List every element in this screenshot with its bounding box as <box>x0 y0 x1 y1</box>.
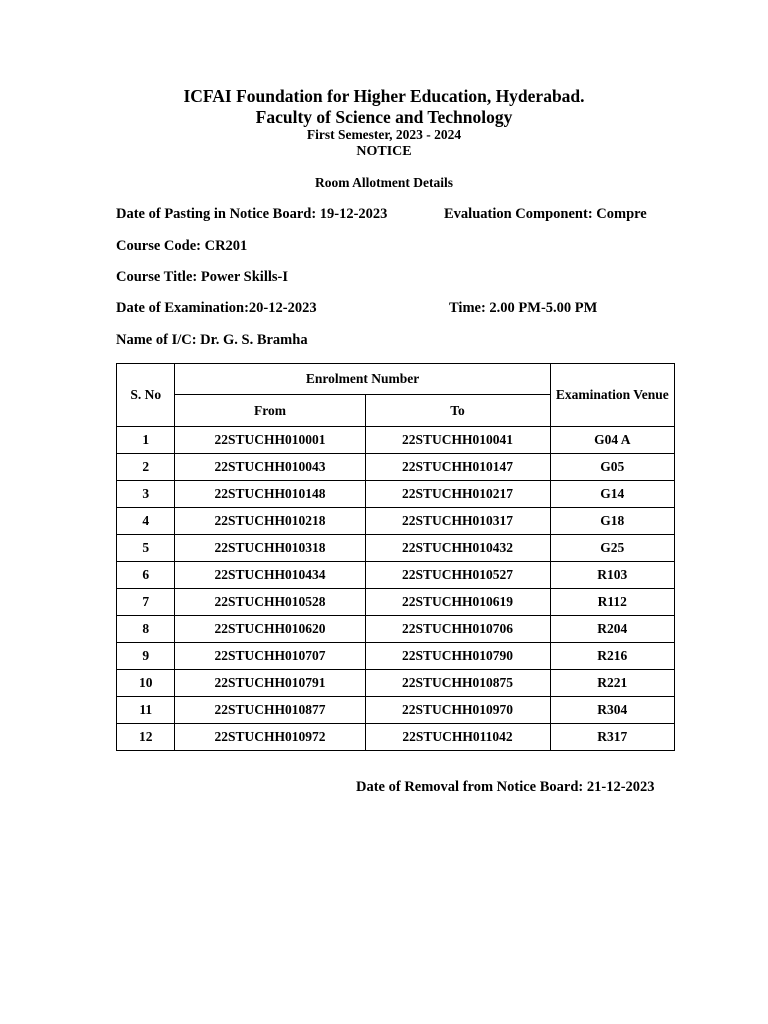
cell-from: 22STUCHH010434 <box>175 562 365 589</box>
table-row <box>117 481 675 508</box>
cell-sno: 7 <box>117 589 175 616</box>
cell-sno: 8 <box>117 616 175 643</box>
removal-date: Date of Removal from Notice Board: 21-12-2023 <box>356 779 655 795</box>
cell-sno: 1 <box>117 427 175 454</box>
cell-venue: G18 <box>550 508 674 535</box>
exam-time: Time: 2.00 PM-5.00 PM <box>449 300 598 316</box>
room-allotment-table <box>116 363 675 751</box>
cell-from: 22STUCHH010791 <box>175 670 365 697</box>
cell-venue: G04 A <box>550 427 674 454</box>
cell-venue: R317 <box>550 724 674 751</box>
cell-venue: G05 <box>550 454 674 481</box>
cell-to: 22STUCHH010875 <box>365 670 550 697</box>
header-examination-venue <box>550 364 674 427</box>
cell-venue: G14 <box>550 481 674 508</box>
cell-to: 22STUCHH010217 <box>365 481 550 508</box>
course-title: Course Title: Power Skills-I <box>116 269 288 285</box>
table-row <box>117 427 675 454</box>
header-venue-label: Examination Venue <box>555 387 669 402</box>
cell-to: 22STUCHH010317 <box>365 508 550 535</box>
header-from: From <box>175 395 365 427</box>
cell-sno: 2 <box>117 454 175 481</box>
pasting-date: Date of Pasting in Notice Board: 19-12-2023 <box>116 206 388 222</box>
table-row <box>117 535 675 562</box>
table-row <box>117 643 675 670</box>
cell-sno: 3 <box>117 481 175 508</box>
cell-to: 22STUCHH010527 <box>365 562 550 589</box>
cell-sno: 10 <box>117 670 175 697</box>
table-row <box>117 562 675 589</box>
exam-date: Date of Examination:20-12-2023 <box>116 300 317 316</box>
table-row <box>117 724 675 751</box>
cell-sno: 11 <box>117 697 175 724</box>
table-row <box>117 589 675 616</box>
cell-to: 22STUCHH010041 <box>365 427 550 454</box>
cell-to: 22STUCHH010790 <box>365 643 550 670</box>
cell-to: 22STUCHH010970 <box>365 697 550 724</box>
cell-from: 22STUCHH010218 <box>175 508 365 535</box>
cell-sno: 4 <box>117 508 175 535</box>
cell-venue: R304 <box>550 697 674 724</box>
table-row <box>117 508 675 535</box>
table-row <box>117 616 675 643</box>
cell-from: 22STUCHH010001 <box>175 427 365 454</box>
cell-venue: R112 <box>550 589 674 616</box>
cell-from: 22STUCHH010877 <box>175 697 365 724</box>
table-row <box>117 670 675 697</box>
semester-label: First Semester, 2023 - 2024 <box>306 127 462 142</box>
cell-venue: R204 <box>550 616 674 643</box>
cell-from: 22STUCHH010707 <box>175 643 365 670</box>
cell-venue: R216 <box>550 643 674 670</box>
cell-to: 22STUCHH010619 <box>365 589 550 616</box>
course-code: Course Code: CR201 <box>116 238 248 254</box>
cell-from: 22STUCHH010620 <box>175 616 365 643</box>
cell-to: 22STUCHH010706 <box>365 616 550 643</box>
institution-title: ICFAI Foundation for Higher Education, Hyderabad. <box>183 86 585 106</box>
instructor-name: Name of I/C: Dr. G. S. Bramha <box>116 332 308 348</box>
cell-venue: G25 <box>550 535 674 562</box>
cell-sno: 9 <box>117 643 175 670</box>
header-to: To <box>365 395 550 427</box>
cell-sno: 6 <box>117 562 175 589</box>
header-enrolment-number: Enrolment Number <box>175 364 550 395</box>
notice-heading: NOTICE <box>356 144 412 159</box>
cell-from: 22STUCHH010043 <box>175 454 365 481</box>
cell-to: 22STUCHH011042 <box>365 724 550 751</box>
cell-from: 22STUCHH010318 <box>175 535 365 562</box>
faculty-title: Faculty of Science and Technology <box>255 107 513 127</box>
table-row <box>117 454 675 481</box>
cell-to: 22STUCHH010432 <box>365 535 550 562</box>
cell-from: 22STUCHH010148 <box>175 481 365 508</box>
cell-sno: 12 <box>117 724 175 751</box>
cell-from: 22STUCHH010528 <box>175 589 365 616</box>
header-sno: S. No <box>117 364 175 427</box>
cell-sno: 5 <box>117 535 175 562</box>
cell-to: 22STUCHH010147 <box>365 454 550 481</box>
cell-from: 22STUCHH010972 <box>175 724 365 751</box>
evaluation-component: Evaluation Component: Compre <box>444 206 647 222</box>
room-allotment-subtitle: Room Allotment Details <box>315 175 453 190</box>
table-row <box>117 697 675 724</box>
cell-venue: R103 <box>550 562 674 589</box>
cell-venue: R221 <box>550 670 674 697</box>
